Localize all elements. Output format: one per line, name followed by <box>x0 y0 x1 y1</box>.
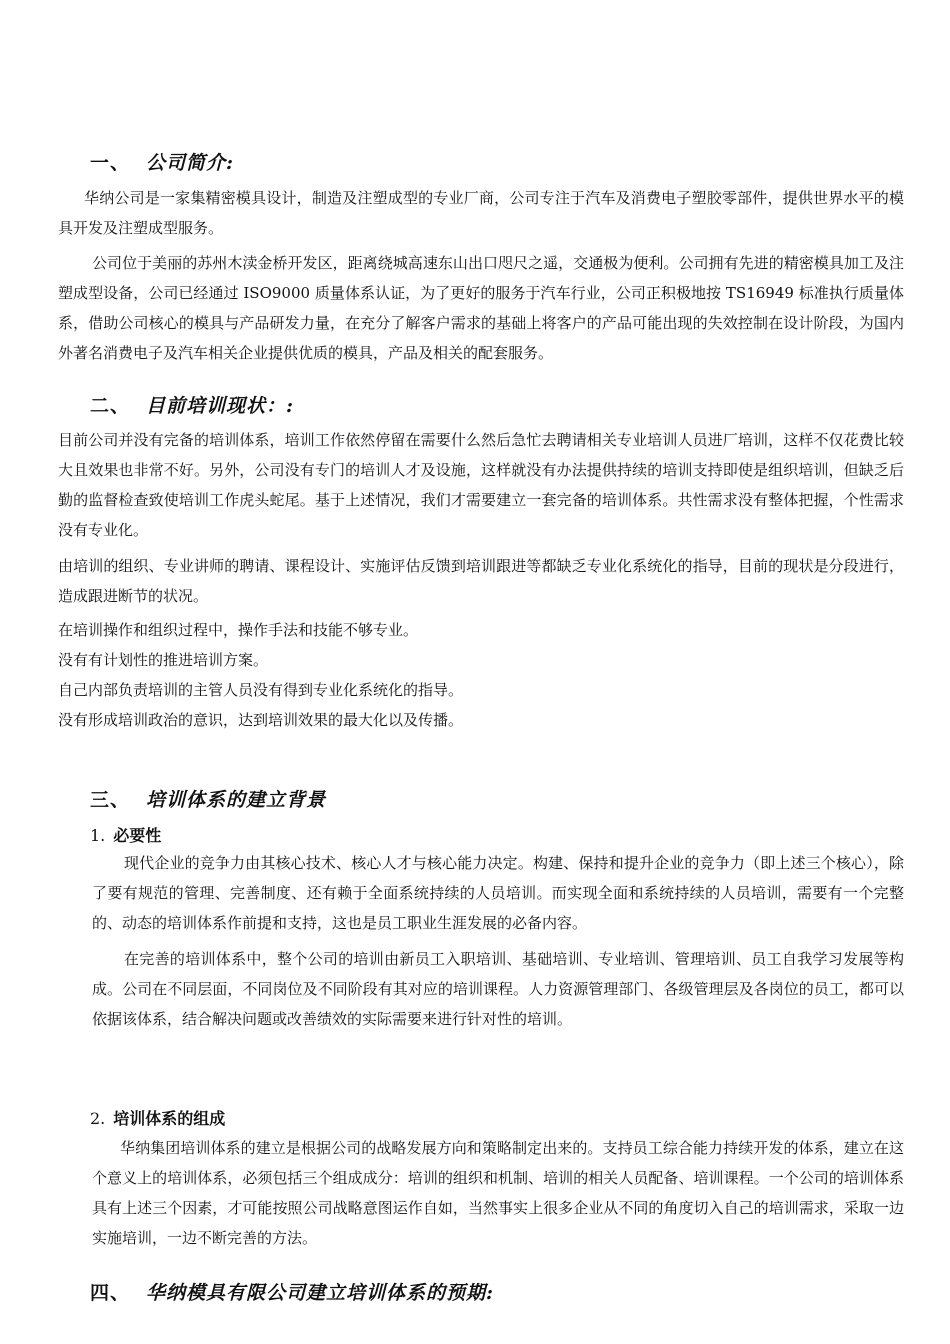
section-2-paragraph-3: 在培训操作和组织过程中，操作手法和技能不够专业。 <box>58 621 419 639</box>
section-1-paragraph-1: 华纳公司是一家集精密模具设计，制造及注塑成型的专业厂商，公司专注于汽车及消费电子塑胶零部件，提供世界水平的模具开发及注塑成型服务。 <box>58 189 904 237</box>
section-2-paragraph-4: 没有有计划性的推进培训方案。 <box>58 651 269 669</box>
subsection-1-title: 必要性 <box>113 826 162 845</box>
section-3-number: 三、 <box>90 789 131 811</box>
section-1-heading <box>90 148 234 175</box>
section-2-heading <box>90 391 294 418</box>
subsection-1-number: 1. <box>90 826 106 845</box>
section-4-title: 华纳模具有限公司建立培训体系的预期: <box>146 1282 495 1304</box>
subsection-2-paragraph-1: 华纳集团培训体系的建立是根据公司的战略发展方向和策略制定出来的。支持员工综合能力持续开发的体系，建立在这个意义上的培训体系，必须包括三个组成成分：培训的组织和机制、培训的相关人员配备、培训课程。一个公司的培训体系具有上述三个因素，才可能按照公司战略意图运作自如，当然事实上很多企业从不同的角度切入自己的培训需求，采取一边实施培训，一边不断完善的方法。 <box>92 1139 904 1247</box>
subsection-1-paragraph-2: 在完善的培训体系中，整个公司的培训由新员工入职培训、基础培训、专业培训、管理培训、员工自我学习发展等构成。公司在不同层面，不同岗位及不同阶段有其对应的培训课程。人力资源管理部门、各级管理层及各岗位的员工，都可以依据该体系，结合解决问题或改善绩效的实际需要来进行针对性的培训。 <box>92 950 904 1028</box>
section-2-paragraph-1: 目前公司并没有完备的培训体系，培训工作依然停留在需要什么然后急忙去聘请相关专业培训人员进厂培训，这样不仅花费比较大且效果也非常不好。另外，公司没有专门的培训人才及设施，这样就没有办法提供持续的培训支持即使是组织培训，但缺乏后勤的监督检查致使培训工作虎头蛇尾。基于上述情况，我们才需要建立一套完备的培训体系。共性需求没有整体把握，个性需求没有专业化。 <box>58 431 904 539</box>
section-1-number: 一、 <box>90 152 131 174</box>
section-4-heading <box>90 1278 494 1305</box>
section-2-paragraph-5: 自己内部负责培训的主管人员没有得到专业化系统化的指导。 <box>58 681 464 699</box>
subsection-2-heading <box>90 1106 225 1129</box>
section-1-title: 公司简介: <box>146 152 235 174</box>
section-2-number: 二、 <box>90 395 131 417</box>
section-1-paragraph-2: 公司位于美丽的苏州木渎金桥开发区，距离绕城高速东山出口咫尺之遥，交通极为便利。公司拥有先进的精密模具加工及注塑成型设备，公司已经通过 ISO9000 质量体系认证，为了更好的服务于汽车行业，公司正积极地按 TS16949 标准执行质量体系，借助公司核心的模具与产品研发力量，在充分了解客户需求的基础上将客户的产品可能出现的失效控制在设计阶段，为国内外著名消费电子及汽车相关企业提供优质的模具，产品及相关的配套服务。 <box>58 254 904 362</box>
section-3-heading <box>90 785 326 812</box>
subsection-1-heading <box>90 823 161 846</box>
section-2-paragraph-2: 由培训的组织、专业讲师的聘请、课程设计、实施评估反馈到培训跟进等都缺乏专业化系统化的指导，目前的现状是分段进行，造成跟进断节的状况。 <box>58 557 904 605</box>
section-4-number: 四、 <box>90 1282 131 1304</box>
section-2-paragraph-6: 没有形成培训政治的意识，达到培训效果的最大化以及传播。 <box>58 711 464 729</box>
subsection-2-number: 2. <box>90 1109 106 1128</box>
section-2-title: 目前培训现状：: <box>146 395 295 417</box>
subsection-2-title: 培训体系的组成 <box>113 1109 226 1128</box>
subsection-1-paragraph-1: 现代企业的竞争力由其核心技术、核心人才与核心能力决定。构建、保持和提升企业的竞争力（即上述三个核心），除了要有规范的管理、完善制度、还有赖于全面系统持续的人员培训。而实现全面和系统持续的人员培训，需要有一个完整的、动态的培训体系作前提和支持，这也是员工职业生涯发展的必备内容。 <box>92 854 904 932</box>
section-3-title: 培训体系的建立背景 <box>146 789 327 811</box>
